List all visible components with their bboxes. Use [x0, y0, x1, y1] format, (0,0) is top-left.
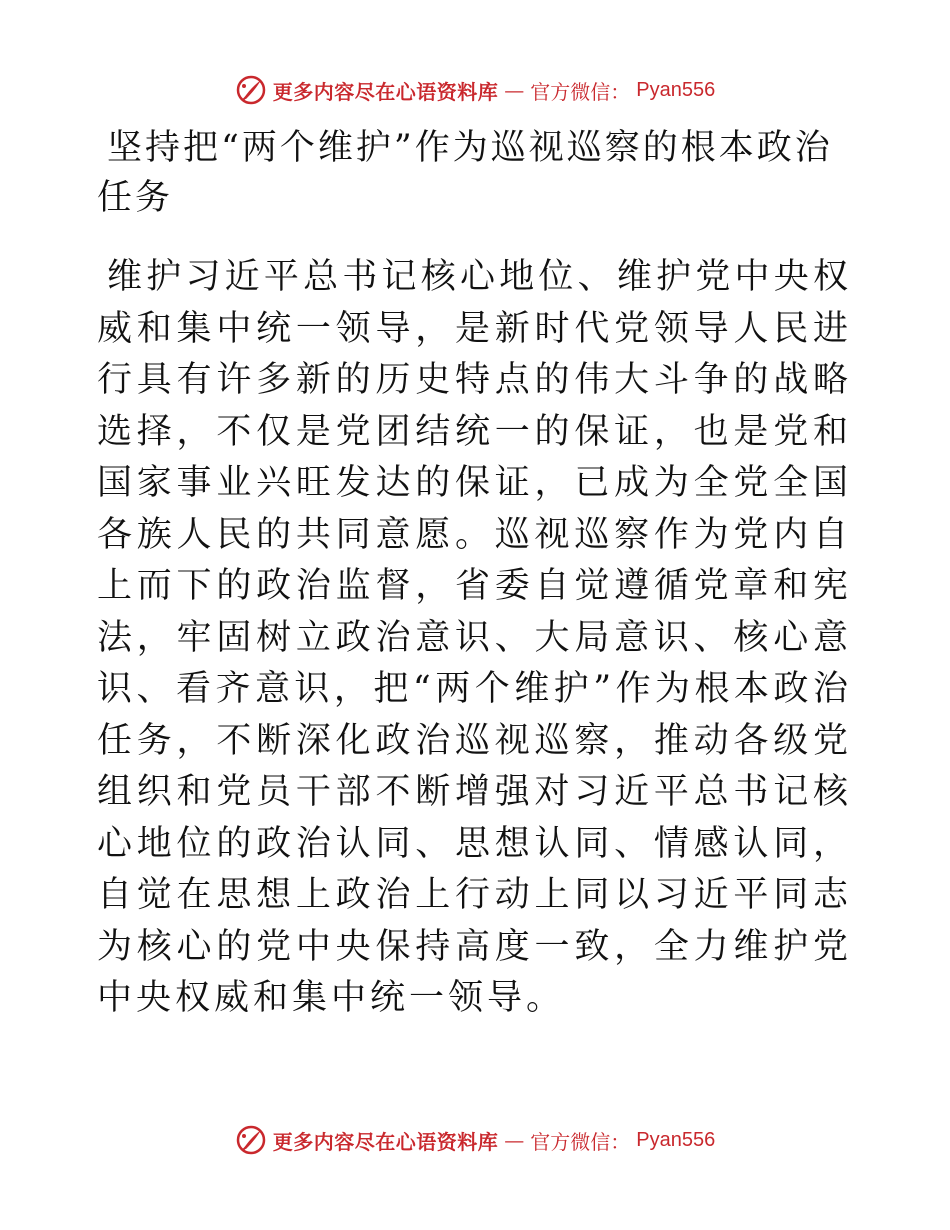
header-banner-text: 更多内容尽在心语资料库	[272, 79, 499, 104]
footer-banner-text: 更多内容尽在心语资料库	[272, 1129, 499, 1154]
quill-logo-icon	[235, 1124, 267, 1156]
quill-logo-icon	[235, 74, 267, 106]
footer-banner-separator: —	[504, 1128, 525, 1152]
footer-wechat-label: 官方微信：	[530, 1129, 631, 1154]
header-banner-separator: —	[504, 78, 525, 102]
header-wechat-label: 官方微信：	[530, 79, 631, 104]
document-title: 坚持把“两个维护”作为巡视巡察的根本政治任务	[97, 128, 833, 218]
footer-watermark-banner	[0, 1120, 950, 1160]
footer-wechat-id: Pyan556	[636, 1128, 716, 1151]
header-wechat-id: Pyan556	[636, 78, 716, 101]
header-watermark-banner	[0, 70, 950, 110]
document-body-paragraph: 维护习近平总书记核心地位、维护党中央权威和集中统一领导，是新时代党领导人民进行具有许多新的历史特点的伟大斗争的战略选择，不仅是党团结统一的保证，也是党和国家事业兴旺发达的保证，已成为全党全国各族人民的共同意愿。巡视巡察作为党内自上而下的政治监督，省委自觉遵循党章和宪法，牢固树立政治意识、大局意识、核心意识、看齐意识，把“两个维护”作为根本政治任务，不断深化政治巡视巡察，推动各级党组织和党员干部不断增强对习近平总书记核心地位的政治认同、思想认同、情感认同，自觉在思想上政治上行动上同以习近平同志为核心的党中央保持高度一致，全力维护党中央权威和集中统一领导。	[97, 257, 852, 1018]
